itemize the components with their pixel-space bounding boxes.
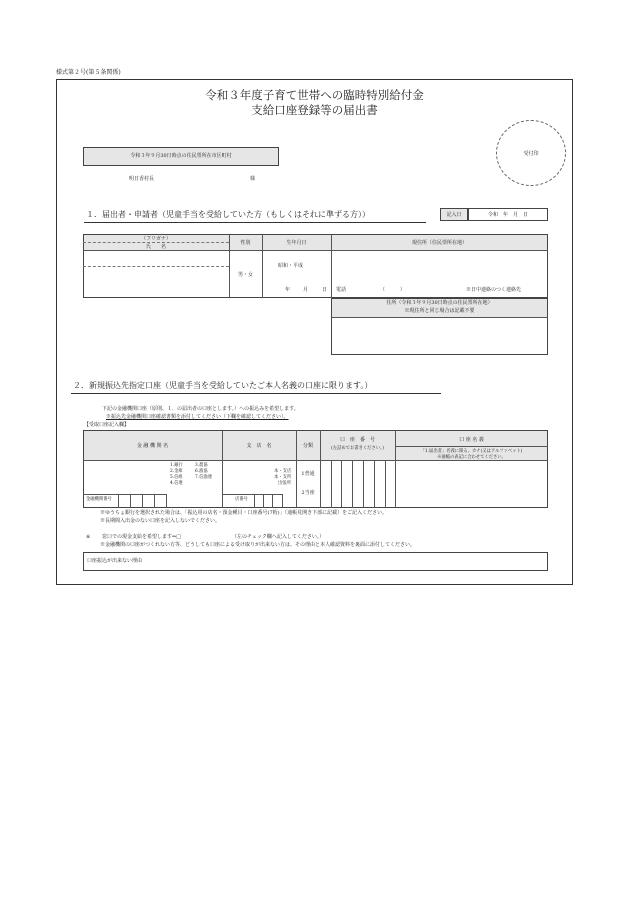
filing-date-label: 記入日 (446, 212, 462, 218)
bank-code-input[interactable] (119, 495, 166, 507)
account-section-label: 【受取口座記入欄】 (84, 422, 130, 428)
residence-note: 令和３年９月30日時点の住民票所在市区町村 (130, 153, 232, 159)
honorific-label: 様 (250, 176, 256, 182)
bank-code-label: 金融機関番号 (86, 497, 112, 502)
account-holder-header: 口 座 名 義 (459, 437, 484, 443)
birth-day-label: 日 (322, 287, 328, 293)
former-address-note: ※現住所と同じ場合は記載不要 (404, 308, 475, 314)
gender-options[interactable]: 男・女 (237, 272, 253, 278)
furigana-input-line[interactable] (83, 266, 229, 267)
branch-code-input[interactable] (255, 495, 282, 507)
name-label: 氏 名 (145, 244, 166, 250)
birth-header: 生年月日 (286, 240, 307, 246)
bank-type-6[interactable]: 6.漁協 (195, 469, 208, 474)
cash-request-checkbox[interactable]: 窓口での現金支給を希望します⇒□ (102, 534, 181, 540)
former-address-label: 住所（令和３年９月30日時点の住民票所在地） (386, 300, 493, 306)
form-title-line1: 令和３年度子育て世帯への臨時特別給付金 (205, 88, 424, 102)
section2-note2: ※振込先金融機関口座確認書類を添付してください（下欄を確認してください）。 (106, 414, 289, 420)
bank-type-7[interactable]: 7.信漁連 (195, 475, 212, 480)
holder-note1: 「1.届出者」名義に限る。カナ(又はアルファベット) (420, 449, 523, 454)
category-current[interactable]: 2当座 (301, 490, 315, 496)
bank-type-1[interactable]: 1.銀行 (170, 463, 183, 468)
cash-mark: ※ (86, 534, 91, 540)
cash-check-note: （左のチェック欄へ記入してください。） (232, 534, 325, 540)
section2-note1: 下記の金融機関口座（原則、１．の届出者の口座とします。）への振込みを希望します。 (102, 406, 299, 412)
gender-header: 性別 (240, 240, 251, 246)
yucho-note: ※ゆうちょ銀行を選択された場合は、「振込用の店名・預金種目・口座番号(7桁)」（通帳見開き下部に記載）をご記入ください。 (100, 510, 388, 516)
filing-date-value: 令和 年 月 日 (487, 212, 528, 218)
dormant-note: ※長期間入出金のない口座を記入しないでください。 (100, 518, 221, 524)
mayor-label: 明日香村長 (129, 176, 155, 182)
form-title-line2: 支給口座登録等の届出書 (251, 103, 378, 117)
category-ordinary[interactable]: 1普通 (301, 471, 315, 477)
cash-reason-note: ※金融機関の口座がつくれない方等、どうしても口座による受け取りが出来ない方は、その理由と本人確認資料を裏面に添付してください。 (100, 542, 416, 548)
branch-type-main[interactable]: 本・支店 (274, 469, 292, 474)
birth-month-label: 月 (303, 287, 309, 293)
account-holder-input[interactable] (396, 461, 547, 507)
form-number: 様式第２号(第５条関係) (56, 69, 121, 76)
address-header: 現住所（住民票所在地） (411, 240, 467, 246)
category-header: 分類 (302, 443, 313, 449)
branch-code-label: 店番号 (235, 497, 248, 502)
account-number-input[interactable] (321, 461, 394, 507)
receipt-stamp-label: 受付印 (523, 151, 539, 157)
branch-type-sub[interactable]: 本・支所 (274, 475, 292, 480)
reason-box[interactable] (83, 552, 548, 571)
section1-heading: １．届出者・申請者（児童手当を受給していた方（もしくはそれに準ずる方）） (86, 210, 370, 219)
section2-heading: ２．新規振込先指定口座（児童手当を受給していたご本人名義の口座に限ります。） (73, 381, 373, 390)
reason-label: 口座振込が出来ない理由 (87, 558, 143, 564)
bank-type-2[interactable]: 2.金庫 (170, 469, 183, 474)
bank-type-4[interactable]: 4.信連 (170, 481, 183, 486)
account-number-note: (左詰めでお書きください。) (331, 446, 384, 451)
bank-type-5[interactable]: 5.信組 (170, 475, 183, 480)
era-options[interactable]: 昭和・平成 (278, 263, 304, 269)
birth-year-label: 年 (285, 287, 291, 293)
furigana-label: （フリガナ） (141, 236, 171, 242)
phone-paren: （ ） (380, 287, 406, 293)
section1-underline (84, 222, 426, 223)
bank-type-3[interactable]: 3.農協 (195, 463, 208, 468)
branch-type-office[interactable]: 出張所 (278, 481, 291, 486)
branch-header: 支 店 名 (246, 443, 272, 449)
holder-note2: ※通帳の表記に合わせてください。 (437, 455, 506, 460)
account-number-header: 口 座 番 号 (339, 437, 375, 443)
daytime-contact-note: ※日中連絡のつく連絡先 (466, 287, 522, 293)
phone-label: 電話 (336, 287, 347, 293)
section2-underline (71, 393, 441, 394)
bank-name-header: 金 融 機 関 名 (136, 443, 169, 449)
